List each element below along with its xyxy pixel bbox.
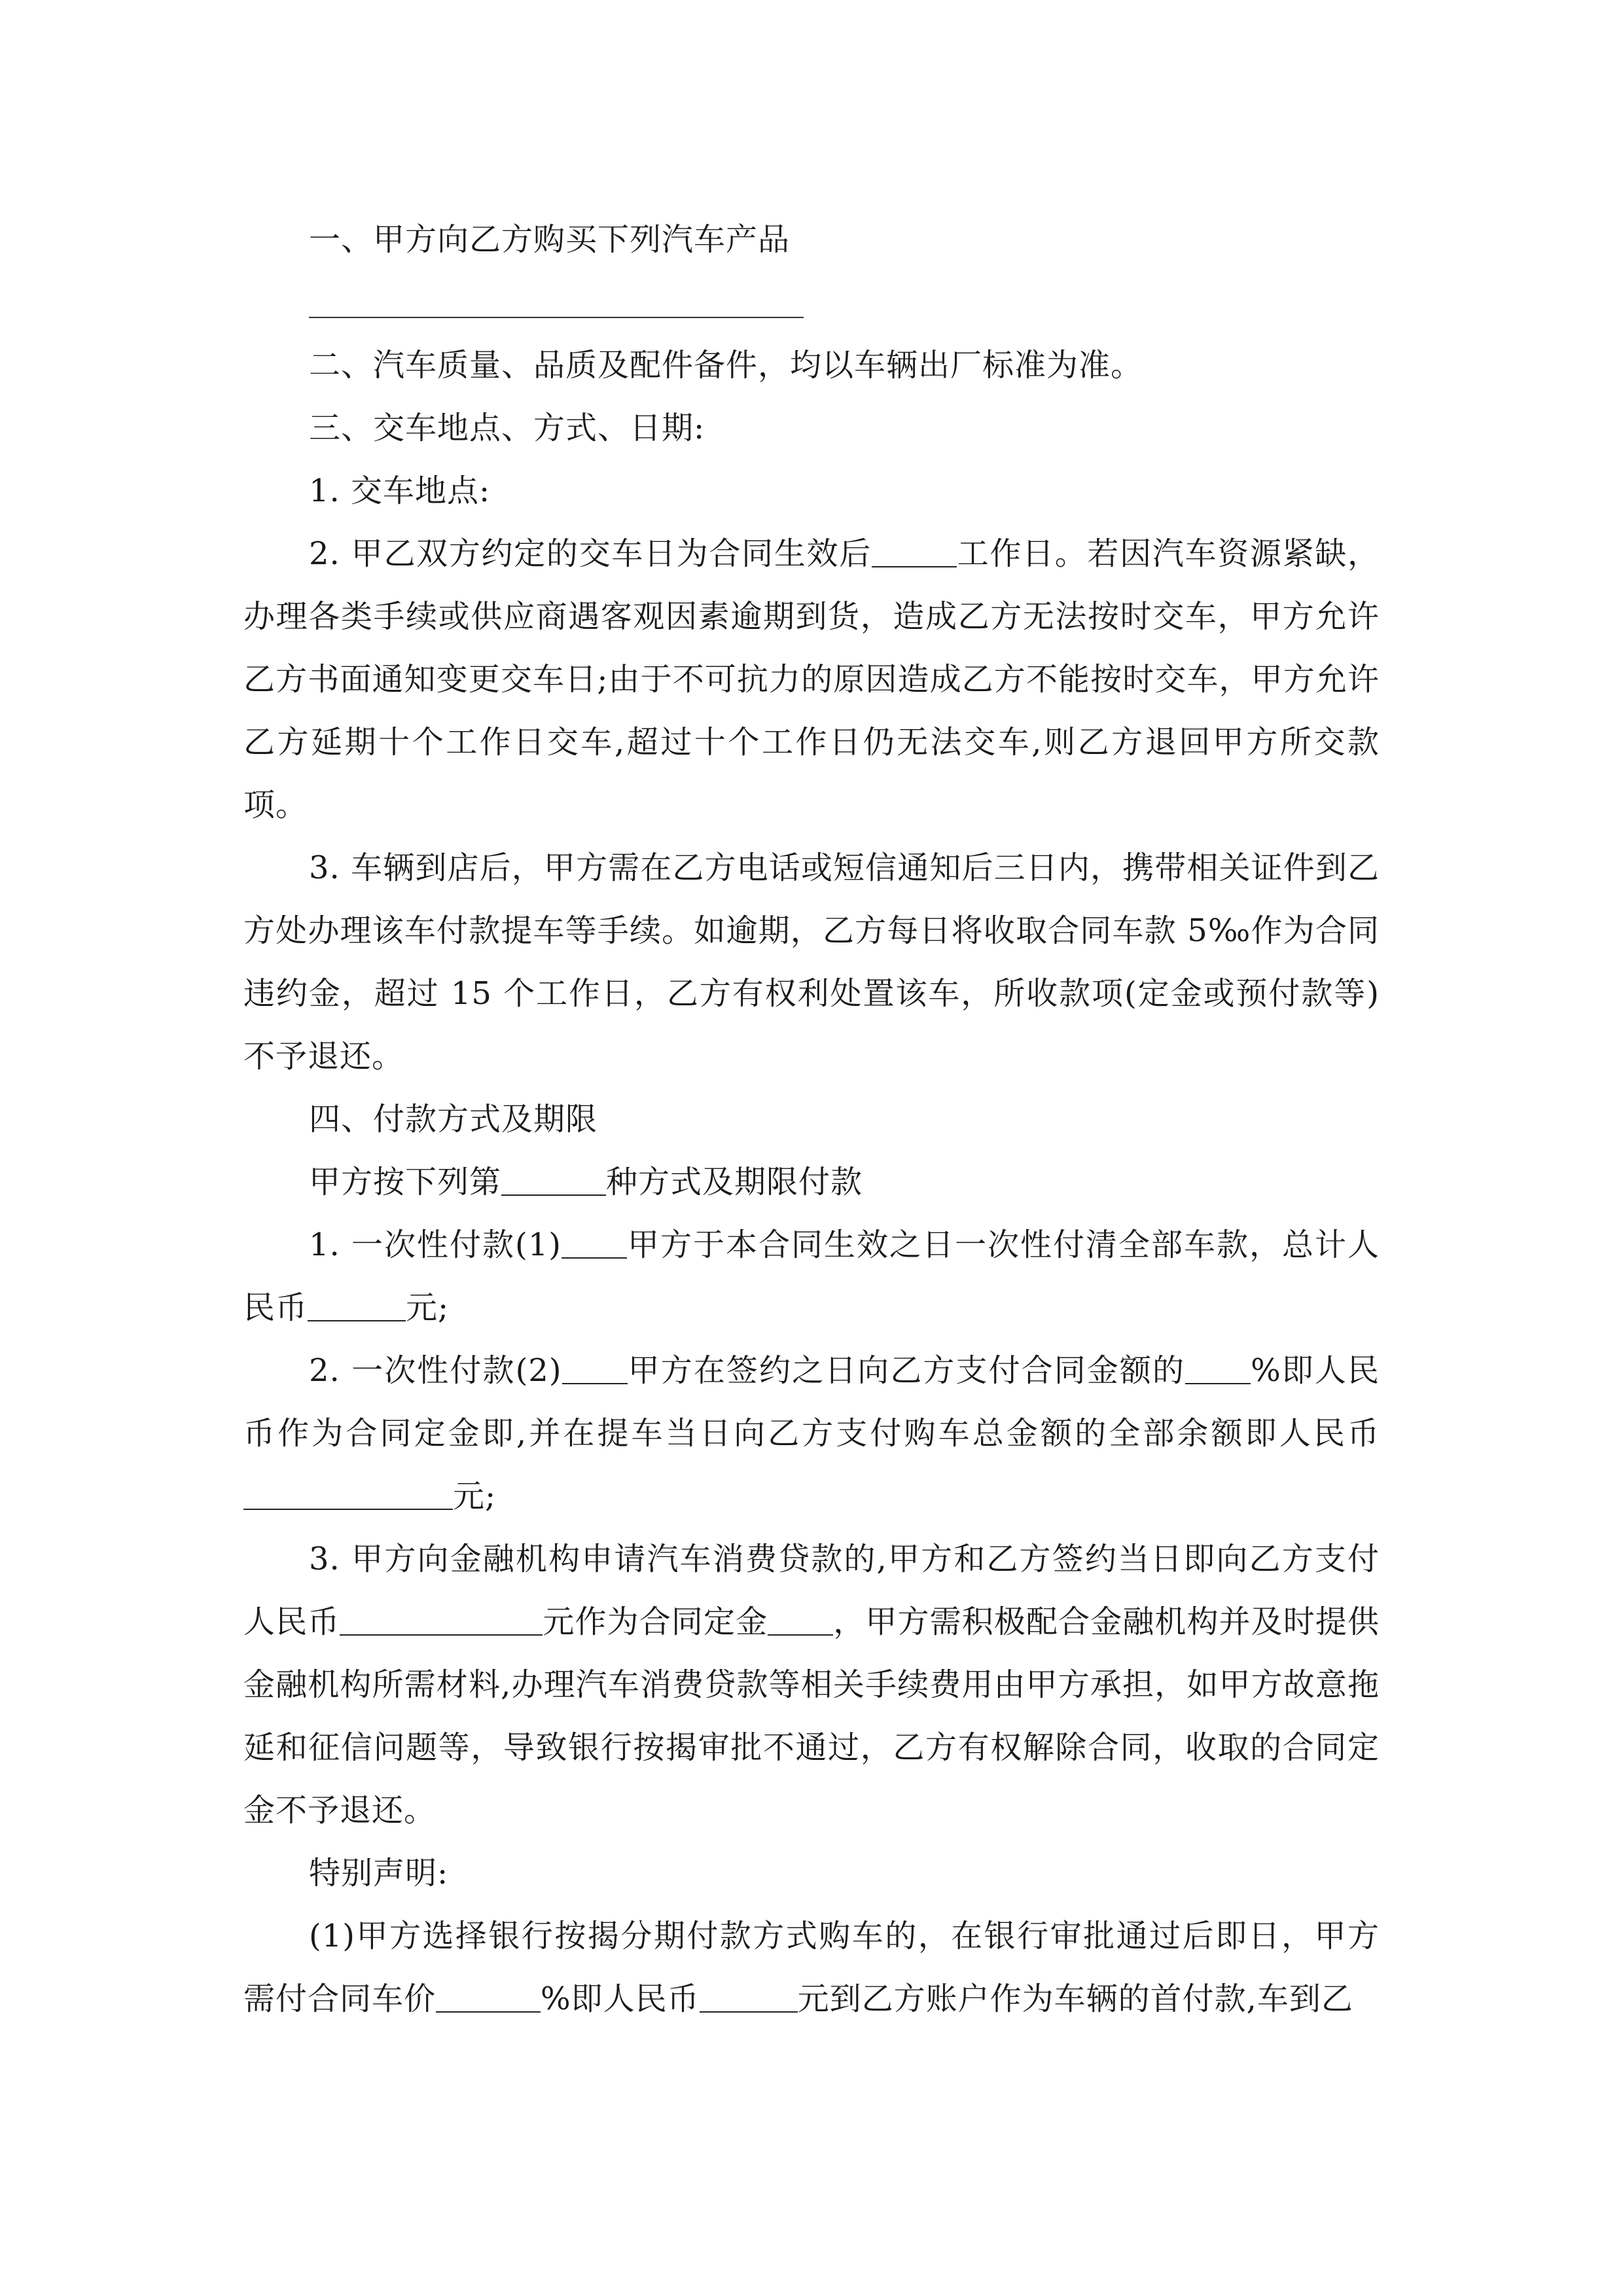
mortgage-clause-text-a: (1)甲方选择银行按揭分期付款方式购车的，在银行审批通过后即日，甲方需付合同车价: [243, 1918, 1380, 2017]
payment-choice-blank: [501, 1163, 606, 1196]
special-statement-heading: [243, 1842, 1380, 1905]
payment-choice-text-a: 甲方按下列第: [309, 1164, 502, 1200]
mortgage-clause-text-c: 元到乙方账户作为车辆的首付款,车到乙: [797, 1981, 1353, 2017]
loan-clause: [243, 1528, 1380, 1842]
lump-sum-2-text-c: %即人民币作为合同定金即,并在提车当日向乙方支付购车总金额的全部余额即人民币: [243, 1352, 1380, 1452]
delivery-date-clause: [243, 522, 1380, 836]
delivery-days-blank: [872, 535, 957, 567]
mortgage-clause: [243, 1905, 1380, 2030]
section-2: [243, 334, 1380, 397]
section-2-text: 二、汽车质量、品质及配件备件，均以车辆出厂标准为准。: [309, 347, 1143, 384]
lump-sum-1-text-a: 1. 一次性付款(1): [309, 1227, 562, 1263]
lump-sum-1-mark-blank: [562, 1226, 627, 1259]
loan-clause-text-c: ，甲方需积极配合金融机构并及时提供金融机构所需材料,办理汽车消费贷款等相关手续费用由甲方承担，如甲方故意拖延和征信问题等，导致银行按揭审批不通过，乙方有权解除合同，收取的合同定金不予退还。: [243, 1604, 1380, 1829]
lump-sum-1: [243, 1213, 1380, 1339]
delivery-location: [243, 459, 1380, 522]
delivery-date-text-a: 2. 甲乙双方约定的交车日为合同生效后: [309, 535, 872, 572]
section-3-heading: [243, 397, 1380, 459]
product-fill-line: [309, 271, 1380, 334]
special-statement-text: 特别声明:: [309, 1855, 449, 1892]
section-4-heading: [243, 1088, 1380, 1151]
loan-clause-text-a: 3. 甲方向金融机构申请汽车消费贷款的,甲方和乙方签约当日即向乙方支付人民币: [243, 1541, 1380, 1640]
delivery-location-text: 1. 交车地点:: [309, 473, 491, 509]
lump-sum-2-mark-blank: [562, 1352, 628, 1384]
mortgage-clause-text-b: %即人民币: [541, 1981, 700, 2017]
lump-sum-1-amount-blank: [308, 1289, 406, 1321]
lump-sum-2-text-d: 元;: [453, 1478, 497, 1515]
section-1-heading: [243, 208, 1380, 271]
lump-sum-2-text-a: 2. 一次性付款(2): [309, 1352, 562, 1389]
payment-choice-text-b: 种方式及期限付款: [606, 1164, 863, 1200]
lump-sum-2: [243, 1339, 1380, 1528]
payment-choice: [243, 1151, 1380, 1213]
pickup-clause-text: 3. 车辆到店后，甲方需在乙方电话或短信通知后三日内，携带相关证件到乙方处办理该车付款提车等手续。如逾期，乙方每日将收取合同车款 5‰作为合同违约金，超过 15 个工作日，乙方有权利处置该车，所收款项(定金或预付款等)不予退还。: [243, 850, 1380, 1075]
lump-sum-1-text-b: 甲方于本合同生效之日一次性付清全部车款，总计人民币: [243, 1227, 1380, 1326]
loan-deposit-blank: [768, 1603, 833, 1636]
loan-amount-blank: [340, 1603, 543, 1636]
section-1-text: 一、甲方向乙方购买下列汽车产品: [309, 221, 791, 258]
lump-sum-2-percent-blank: [1185, 1352, 1251, 1384]
delivery-date-text-b: 工作日。若因汽车资源紧缺，办理各类手续或供应商遇客观因素逾期到货，造成乙方无法按时交车，甲方允许乙方书面通知变更交车日;由于不可抗力的原因造成乙方不能按时交车，甲方允许乙方延期十个工作日交车,超过十个工作日仍无法交车,则乙方退回甲方所交款项。: [243, 535, 1380, 823]
document-body: [243, 208, 1380, 2030]
loan-clause-text-b: 元作为合同定金: [543, 1604, 768, 1640]
pickup-clause: [243, 836, 1380, 1088]
mortgage-amount-blank: [700, 1980, 798, 2013]
section-3-text: 三、交车地点、方式、日期:: [309, 410, 705, 446]
lump-sum-1-text-c: 元;: [406, 1289, 450, 1326]
product-blank-rule: [309, 317, 804, 318]
lump-sum-2-text-b: 甲方在签约之日向乙方支付合同金额的: [627, 1352, 1186, 1389]
mortgage-percent-blank: [436, 1980, 541, 2013]
section-4-text: 四、付款方式及期限: [309, 1101, 598, 1138]
lump-sum-2-amount-blank: [243, 1477, 453, 1510]
